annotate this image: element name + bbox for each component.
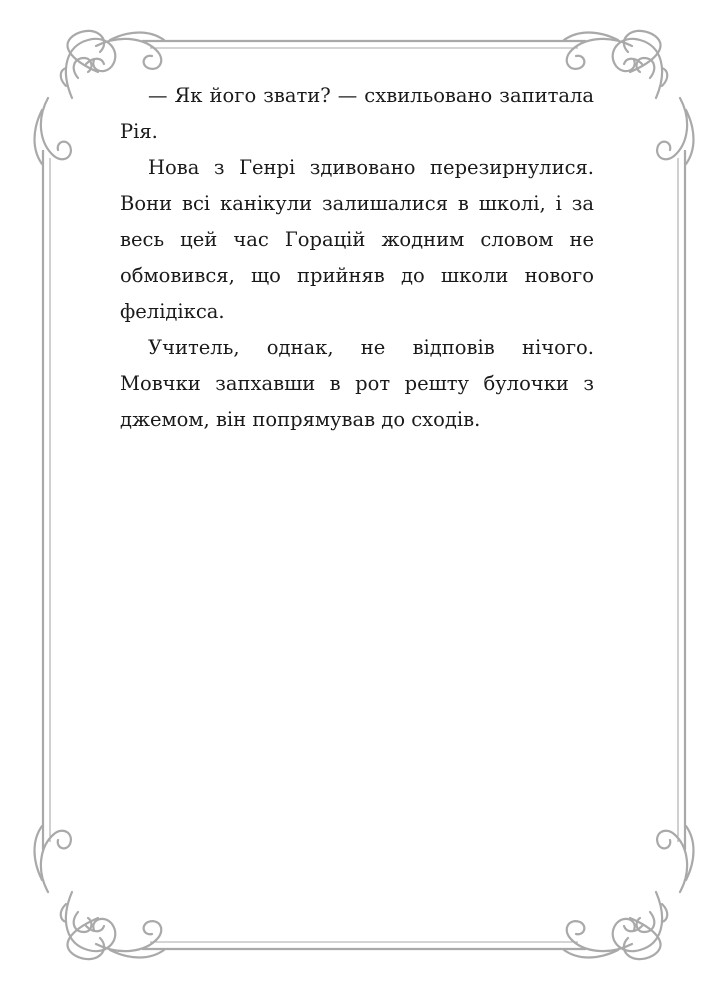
page-text [120,78,594,438]
corner-ornament-bottom-right-icon [564,826,694,959]
paragraph-dialogue: — Як його звати? — схвильовано запитала Рія. [120,84,594,143]
paragraph-exchange: Нова з Генрі здивовано перезирнулися. Вони всі канікули залишалися в школі, і за весь цей час Горацій жодним словом не обмовився, що прийняв до школи нового фелідікса. [120,156,594,323]
corner-ornament-bottom-left-icon [35,826,165,959]
paragraph-teacher: Учитель, однак, не відповів нічого. Мовчки запхавши в рот решту булочки з джемом, він попрямував до сходів. [120,336,594,431]
